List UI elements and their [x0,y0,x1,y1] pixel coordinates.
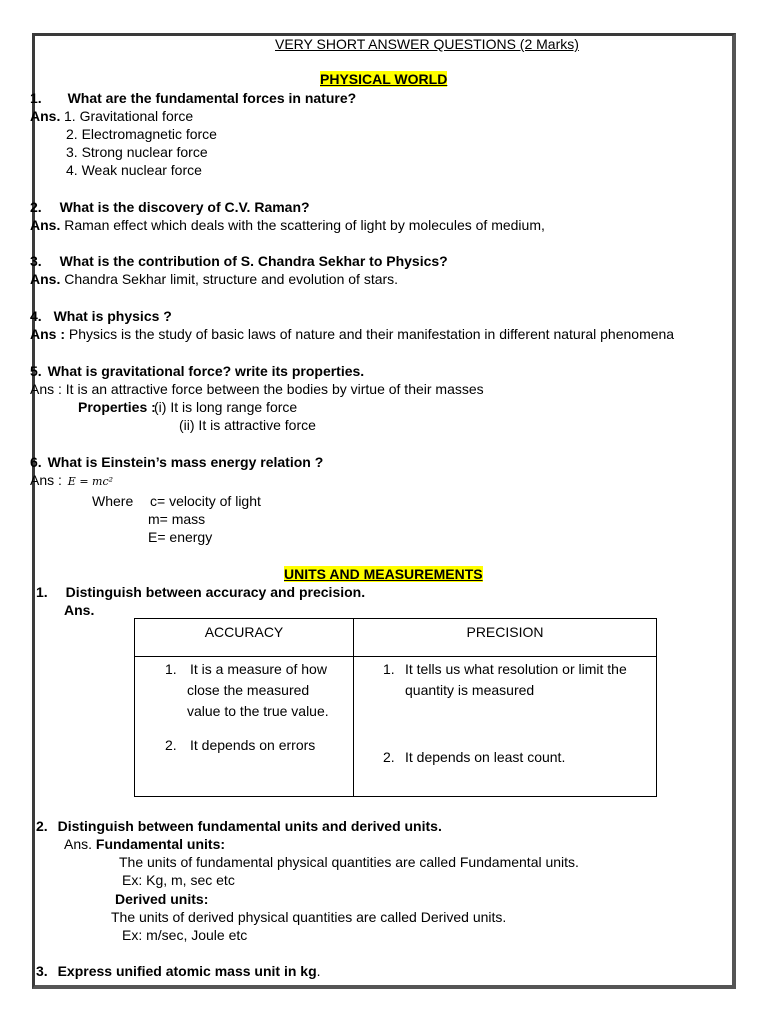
answer-label: Ans : [30,472,62,488]
table-header-precision: PRECISION [354,619,657,657]
answer-line [30,472,113,490]
question-number: 6. [30,454,42,470]
derived-units-label: Derived units: [115,891,209,907]
question-text: Express unified atomic mass unit in kg [57,963,317,979]
question-text: What are the fundamental forces in nature? [67,90,357,106]
list-item: It is a measure of how [190,661,327,677]
comparison-table [134,618,657,797]
derived-definition: The units of derived physical quantities are called Derived units. [111,909,507,925]
question-1 [36,584,365,601]
question-1 [30,90,356,107]
section-heading-units [284,566,483,583]
where-label: Where [92,493,134,509]
answer-item: 4. Weak nuclear force [66,162,202,178]
question-number: 3. [30,253,42,269]
table-header-row [135,619,657,657]
question-5 [30,363,364,380]
question-tail: . [316,963,321,979]
question-text: What is physics ? [53,308,172,324]
table-header-accuracy: ACCURACY [135,619,354,657]
question-number: 4. [30,308,42,324]
answer-label: Ans. [30,217,61,233]
answer-item: 2. Electromagnetic force [66,126,217,142]
fundamental-units-label: Fundamental units: [95,836,226,852]
list-item: It depends on least count. [405,749,566,765]
answer-item: 1. Gravitational force [64,108,194,124]
definition-item: E= energy [148,529,213,545]
list-number: 1. [165,661,177,677]
list-number: 1. [383,661,395,677]
answer-text: Ans : It is an attractive force between the bodies by virtue of their masses [30,381,484,397]
derived-example: Ex: m/sec, Joule etc [122,927,248,943]
question-number: 3. [36,963,48,979]
question-number: 2. [30,199,42,215]
list-item: quantity is measured [405,682,535,698]
question-number: 2. [36,818,48,834]
heading-highlight: PHYSICAL WORLD [320,71,448,87]
question-2 [36,818,442,835]
table-row [135,657,657,797]
answer-label: Ans. [30,271,61,287]
heading-highlight: UNITS AND MEASUREMENTS [284,566,483,582]
answer-text: Raman effect which deals with the scattering of light by molecules of medium, [64,217,545,233]
fundamental-example: Ex: Kg, m, sec etc [122,872,235,888]
question-text: What is Einstein’s mass energy relation ? [47,454,324,470]
list-item: It tells us what resolution or limit the [405,661,627,677]
answer-line [30,271,398,288]
question-number: 1. [30,90,42,106]
document-page [32,33,736,989]
section-heading-physical-world [320,71,447,88]
property-item: (i) It is long range force [154,399,298,415]
list-item: close the measured [187,682,310,698]
list-number: 2. [165,737,177,753]
answer-line [64,836,225,853]
list-number: 2. [383,749,395,765]
accuracy-cell [135,657,354,797]
answer-item: 3. Strong nuclear force [66,144,208,160]
properties-label: Properties : [78,399,156,415]
definition-item: c= velocity of light [150,493,261,509]
question-text: Distinguish between fundamental units and derived units. [57,818,442,834]
answer-label: Ans. [64,602,95,618]
question-3 [30,253,448,270]
question-6 [30,454,323,471]
answer-text: Chandra Sekhar limit, structure and evolution of stars. [64,271,399,287]
answer-line [30,326,674,343]
question-text: What is the discovery of C.V. Raman? [59,199,310,215]
question-text: What is the contribution of S. Chandra Sekhar to Physics? [59,253,448,269]
list-item: It depends on errors [190,737,316,753]
question-number: 5. [30,363,42,379]
question-4 [30,308,172,325]
precision-cell [354,657,657,797]
answer-label: Ans. [30,108,61,124]
definition-item: m= mass [148,511,206,527]
question-2 [30,199,310,216]
answer-label: Ans. [64,836,93,852]
fundamental-definition: The units of fundamental physical quantities are called Fundamental units. [119,854,579,870]
property-item: (ii) It is attractive force [179,417,316,433]
answer-text: Physics is the study of basic laws of nature and their manifestation in different natural phenomena [68,326,675,342]
document-title: VERY SHORT ANSWER QUESTIONS (2 Marks) [275,36,579,52]
mass-energy-equation: E = mc² [67,475,114,488]
answer-line [30,217,545,234]
list-item: value to the true value. [187,703,329,719]
question-text: What is gravitational force? write its properties. [47,363,365,379]
question-3 [36,963,321,980]
answer-label: Ans : [30,326,65,342]
question-text: Distinguish between accuracy and precision. [65,584,366,600]
question-number: 1. [36,584,48,600]
